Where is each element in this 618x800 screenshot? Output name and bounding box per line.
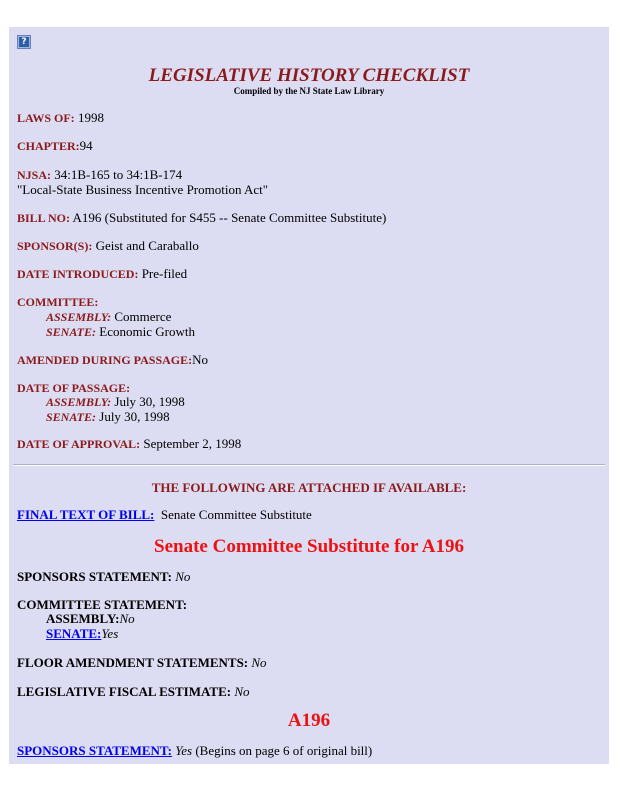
sponsors-label: SPONSOR(S): — [17, 239, 93, 253]
sponsors-row — [17, 238, 199, 254]
page-title: LEGISLATIVE HISTORY CHECKLIST — [148, 65, 470, 86]
final-text-link[interactable]: FINAL TEXT OF BILL: — [17, 507, 155, 522]
scs-assembly-value: No — [119, 611, 135, 626]
bill-no-value: A196 (Substituted for S455 -- Senate Committee Substitute) — [70, 210, 387, 225]
passage-label-text: DATE OF PASSAGE: — [17, 381, 131, 395]
committee-senate-value: Economic Growth — [96, 324, 195, 339]
a196-sponsors-statement-link[interactable]: SPONSORS STATEMENT: — [17, 743, 172, 758]
committee-assembly-row — [46, 309, 171, 325]
final-text-value: Senate Committee Substitute — [154, 507, 312, 522]
scs-assembly-row — [46, 611, 135, 627]
passage-assembly-value: July 30, 1998 — [111, 394, 185, 409]
njsa-label: NJSA: — [17, 168, 52, 182]
committee-assembly-value: Commerce — [111, 309, 172, 324]
chapter-row — [17, 138, 93, 154]
scs-assembly-label: ASSEMBLY: — [46, 611, 120, 626]
passage-senate-label: SENATE: — [46, 410, 97, 424]
divider — [13, 464, 605, 466]
page-subtitle: Compiled by the NJ State Law Library — [233, 86, 385, 96]
fiscal-estimate-value: No — [231, 684, 250, 699]
njsa-row — [17, 167, 182, 183]
chapter-label: CHAPTER: — [17, 139, 80, 153]
attached-heading: THE FOLLOWING ARE ATTACHED IF AVAILABLE: — [151, 480, 467, 495]
scs-sponsors-statement-row — [17, 569, 190, 585]
chapter-value: 94 — [79, 138, 93, 153]
scs-senate-link[interactable]: SENATE: — [46, 626, 102, 641]
scs-committee-statement-label: COMMITTEE STATEMENT: — [17, 597, 188, 612]
document-page — [9, 27, 609, 764]
fiscal-estimate-label: LEGISLATIVE FISCAL ESTIMATE: — [17, 684, 232, 699]
fiscal-estimate-row — [17, 684, 250, 700]
bill-no-label: BILL NO: — [17, 211, 71, 225]
committee-senate-label: SENATE: — [46, 325, 97, 339]
committee-senate-row — [46, 324, 195, 340]
njsa-value: 34:1B-165 to 34:1B-174 — [51, 167, 183, 182]
help-icon[interactable]: ? — [17, 35, 31, 49]
approval-value: September 2, 1998 — [140, 436, 242, 451]
committee-label — [17, 294, 98, 310]
floor-amendment-label: FLOOR AMENDMENT STATEMENTS: — [17, 655, 249, 670]
sponsors-value: Geist and Caraballo — [92, 238, 199, 253]
amended-value: No — [192, 352, 209, 367]
bill-no-row — [17, 210, 386, 226]
floor-amendment-row — [17, 655, 267, 671]
a196-sponsors-statement-value: Yes — [171, 743, 193, 758]
passage-senate-row — [46, 409, 170, 425]
scs-senate-value: Yes — [101, 626, 119, 641]
a196-heading: A196 — [287, 710, 331, 731]
date-introduced-value: Pre-filed — [138, 266, 188, 281]
a196-sponsors-statement-note: (Begins on page 6 of original bill) — [192, 743, 373, 758]
amended-row — [17, 352, 208, 368]
laws-of-label: LAWS OF: — [17, 111, 75, 125]
a196-sponsors-statement-row — [17, 743, 372, 759]
scs-sponsors-statement-label: SPONSORS STATEMENT: — [17, 569, 172, 584]
scs-sponsors-statement-value: No — [171, 569, 191, 584]
laws-of-value: 1998 — [74, 110, 104, 125]
scs-heading: Senate Committee Substitute for A196 — [154, 536, 464, 557]
passage-assembly-row — [46, 394, 185, 410]
passage-senate-value: July 30, 1998 — [96, 409, 170, 424]
date-introduced-label: DATE INTRODUCED: — [17, 267, 139, 281]
approval-row — [17, 436, 241, 452]
laws-of-row — [17, 110, 104, 126]
committee-assembly-label: ASSEMBLY: — [46, 310, 112, 324]
date-introduced-row — [17, 266, 187, 282]
act-name: "Local-State Business Incentive Promotion Act" — [17, 182, 269, 197]
passage-assembly-label: ASSEMBLY: — [46, 395, 112, 409]
final-text-row — [17, 507, 312, 523]
scs-senate-row — [46, 626, 118, 642]
committee-label-text: COMMITTEE: — [17, 295, 99, 309]
floor-amendment-value: No — [248, 655, 267, 670]
approval-label: DATE OF APPROVAL: — [17, 437, 141, 451]
amended-label: AMENDED DURING PASSAGE: — [17, 353, 193, 367]
